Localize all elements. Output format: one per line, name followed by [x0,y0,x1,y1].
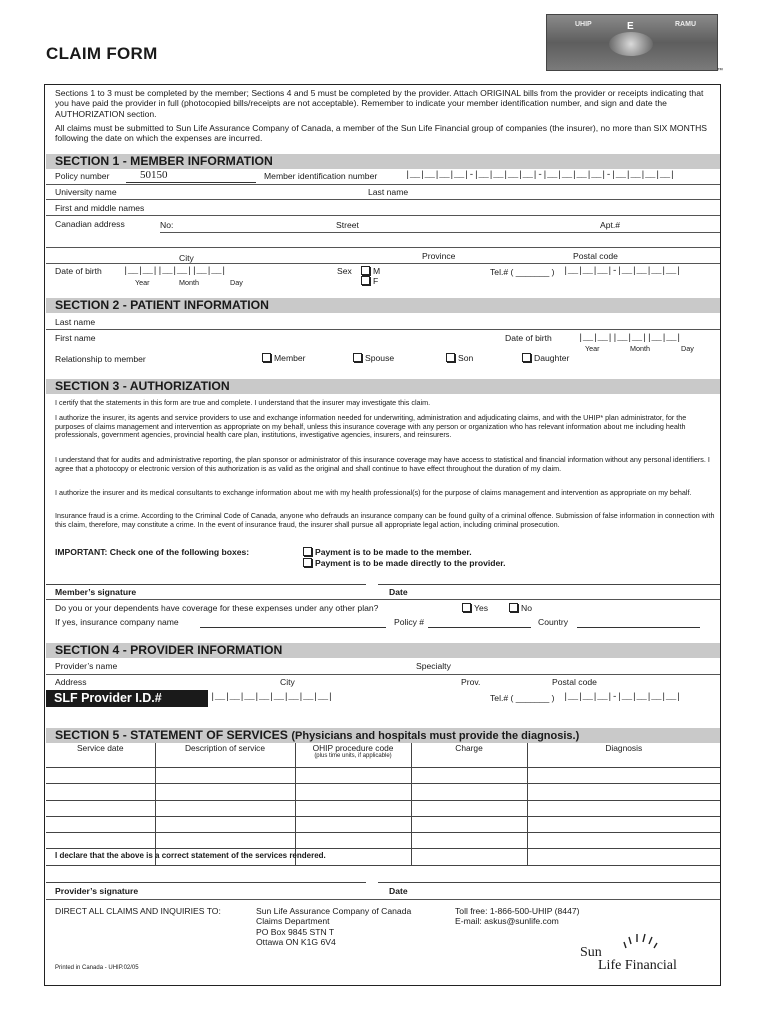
member-date-label: Date [389,587,408,597]
mailing-address [256,906,411,947]
column-header [295,743,411,768]
address-line: Ottawa ON K1G 6V4 [256,936,336,947]
member-signature-line[interactable] [46,584,366,585]
services-table [46,743,720,866]
provider-date-line[interactable] [378,882,720,883]
section-2-header: SECTION 2 - PATIENT INFORMATION [46,298,720,313]
option-label: No [521,603,532,613]
university-name-label: University name [55,187,117,197]
dob-boxes[interactable]: |__|__||__|__||__|__| [123,266,226,276]
member-id-label: Member identification number [264,171,378,181]
day-label: Day [230,278,243,287]
policy-number-line [126,182,256,183]
column-header-text: OHIP procedure code [312,743,394,753]
policy-number-value[interactable]: 50150 [140,169,168,181]
logo-uhip-text: UHIP [575,21,592,28]
address-no-label: No: [160,220,174,230]
auth-paragraph: I authorize the insurer, its agents and service providers to use and exchange information needed for underwriting, administration and adjudicating claims, and with the UHIP* plan administrator, for the purposes of claims management and intervention as appropriate on my behalf, unless this insurance coverage with any person or organization who has relevant information about me including health professionals, government agencies, provincial health care plan, institutions, investigative agencies, insurers, and reinsurers. [55,413,687,440]
divider [46,215,720,216]
intro-paragraph: All claims must be submitted to Sun Life Assurance Company of Canada, a member of the Sun Life Financial group of companies (the insurer), no more than SIX MONTHS following the date on which the expenses are incurred. [55,122,708,144]
printed-note: Printed in Canada - UHIP.02/05 [55,965,139,971]
patient-year-label: Year [585,344,600,353]
divider [46,899,720,900]
sex-label: Sex [337,266,352,276]
relationship-spouse-option[interactable] [353,353,394,363]
provider-date-label: Date [389,886,408,896]
relationship-member-option[interactable] [262,353,306,363]
sun-icon [622,930,658,950]
table-header-row [46,743,720,768]
dob-label: Date of birth [55,266,102,276]
address-label: Canadian address [55,219,125,229]
patient-first-name-label: First name [55,333,96,343]
section-1-header: SECTION 1 - MEMBER INFORMATION [46,154,720,169]
slf-provider-id-boxes[interactable]: |__|__|__|__|__|__|__|__| [210,692,333,702]
member-signature-label: Member’s signature [55,587,137,597]
auth-paragraph: I understand that for audits and administrative reporting, the plan sponsor or administrator of this insurance coverage may have access to statistical and financial information without any personal identifiers. I agree that a photocopy or electronic version of this authorization is as valid as the original and shall continue to have effect throughout the duration of my claim. [55,455,710,473]
divider [46,184,720,185]
logo-mark: ™ [717,68,723,74]
last-name-label: Last name [368,187,409,197]
apt-label: Apt.# [600,220,621,230]
province-label: Province [422,251,456,261]
globe-icon [609,32,653,56]
table-row[interactable] [46,784,720,800]
postal-code-label: Postal code [573,251,618,261]
address-line: PO Box 9845 STN T [256,926,335,937]
city-label: City [179,253,194,263]
street-label: Street [336,220,359,230]
email-address[interactable]: E-mail: askus@sunlife.com [455,916,559,927]
patient-dob-label: Date of birth [505,333,552,343]
table-row[interactable] [46,816,720,832]
divider [46,674,720,675]
option-label: Spouse [365,353,395,363]
member-id-boxes[interactable]: |__|__|__|__|-|__|__|__|__|-|__|__|__|__|-|__|__|__|__| [405,170,675,180]
divider [46,329,720,330]
section-5-title: SECTION 5 - STATEMENT OF SERVICES [55,728,288,742]
checkbox-icon [462,603,471,612]
intro-paragraph: Sections 1 to 3 must be completed by the member; Sections 4 and 5 must be completed by the provider. Attach ORIGINAL bills from the provider or receipts indicating that you have paid the provider in full (photocopied bills/receipts are not acceptable). Remember to indicate your member identification number, and sign and date the AUTHORIZATION section. [55,88,704,119]
option-label: Payment is to be made directly to the provider. [315,558,506,568]
provider-name-label: Provider’s name [55,661,118,671]
column-header: Diagnosis [527,743,720,768]
brand-sun: Sun [580,945,602,960]
sex-m-label: M [373,266,381,276]
provider-address-label: Address [55,677,87,687]
insurance-company-line[interactable] [200,627,386,628]
year-label: Year [135,278,150,287]
logo-ramu-text: RAMU [675,21,696,28]
policy-number-label: Policy number [55,171,110,181]
policy-line[interactable] [428,627,531,628]
other-plan-no-option[interactable] [509,603,532,613]
declaration-text: I declare that the above is a correct statement of the services rendered. [55,851,326,860]
address-line [160,232,720,233]
uhip-logo [546,14,718,71]
column-header-note: (plus time units, if applicable) [314,753,392,759]
table-row[interactable] [46,768,720,784]
checkbox-icon [303,547,312,556]
important-label: IMPORTANT: Check one of the following boxes: [55,547,250,557]
option-label: Son [458,353,474,363]
option-label: Yes [474,603,489,613]
contact-info [455,906,580,927]
first-name-label: First and middle names [55,203,145,213]
checkbox-icon [509,603,518,612]
column-header: Charge [411,743,527,768]
sex-f-option[interactable] [361,276,378,286]
patient-day-label: Day [681,344,694,353]
tel-label: Tel.# ( _______ ) [490,267,555,277]
table-row[interactable] [46,800,720,816]
provider-city-label: City [280,677,295,687]
checkbox-icon [361,266,370,275]
column-header: Description of service [155,743,295,768]
member-date-line[interactable] [378,584,720,585]
checkbox-icon [353,353,362,362]
auth-paragraph: I certify that the statements in this form are true and complete. I understand that the insurer may investigate this claim. [55,398,431,407]
month-label: Month [179,278,199,287]
sex-f-label: F [373,276,379,286]
country-line[interactable] [577,627,700,628]
option-label: Member [274,353,306,363]
pay-provider-option[interactable] [303,558,506,568]
provider-signature-line[interactable] [46,882,366,883]
pay-member-option[interactable] [303,547,472,557]
sex-m-option[interactable] [361,266,380,276]
provider-tel-label: Tel.# ( _______ ) [490,693,555,703]
divider [46,247,720,248]
auth-paragraph: I authorize the insurer and its medical consultants to exchange information about me with my health professional(s) for the purpose of claims management and intervention as appropriate on my behalf. [55,488,692,497]
checkbox-icon [446,353,455,362]
patient-month-label: Month [630,344,650,353]
direct-claims-label: DIRECT ALL CLAIMS AND INQUIRIES TO: [55,906,221,916]
slf-provider-id-label: SLF Provider I.D.# [46,690,208,707]
divider [46,599,720,600]
table-row[interactable] [46,833,720,849]
other-plan-yes-option[interactable] [462,603,488,613]
patient-last-name-label: Last name [55,317,96,327]
relationship-label: Relationship to member [55,354,146,364]
page-title: CLAIM FORM [46,44,158,63]
policy-label: Policy # [394,617,425,627]
column-header: Service date [46,743,155,768]
relationship-daughter-option[interactable] [522,353,569,363]
section-5-note: (Physicians and hospitals must provide the diagnosis.) [291,730,580,742]
relationship-son-option[interactable] [446,353,473,363]
checkbox-icon [303,558,312,567]
tel-boxes[interactable]: |__|__|__|-|__|__|__|__| [563,266,681,276]
section-4-header: SECTION 4 - PROVIDER INFORMATION [46,643,720,658]
brand-life-financial: Life Financial [598,958,677,973]
auth-paragraph: Insurance fraud is a crime. According to the Criminal Code of Canada, anyone who defrauds an insurance company can be found guilty of a criminal offence. Submission of false information in connection with this claim, therefore, may constitute a crime. In the event of insurance fraud, the insurer shall pursue all appropriate legal action, including criminal prosecution. [55,511,715,529]
provider-tel-boxes[interactable]: |__|__|__|-|__|__|__|__| [563,692,681,702]
section-3-header: SECTION 3 - AUTHORIZATION [46,379,720,394]
intro-text [55,88,711,147]
option-label: Payment is to be made to the member. [315,547,472,557]
insurance-company-label: If yes, insurance company name [55,617,179,627]
country-label: Country [538,617,569,627]
provider-postal-label: Postal code [552,677,597,687]
checkbox-icon [361,276,370,285]
checkbox-icon [262,353,271,362]
address-line: Claims Department [256,916,330,927]
other-plan-question: Do you or your dependents have coverage for these expenses under any other plan? [55,603,379,613]
address-line: Sun Life Assurance Company of Canada [256,906,412,916]
specialty-label: Specialty [416,661,451,671]
provider-prov-label: Prov. [461,677,481,687]
patient-dob-boxes[interactable]: |__|__||__|__||__|__| [578,333,681,343]
provider-signature-label: Provider’s signature [55,886,139,896]
section-5-header [46,728,720,743]
divider [46,199,720,200]
toll-free-number: Toll free: 1-866-500-UHIP (8447) [455,906,580,916]
checkbox-icon [522,353,531,362]
option-label: Daughter [534,353,570,363]
logo-center-letter: E [627,21,634,32]
divider [46,263,720,264]
